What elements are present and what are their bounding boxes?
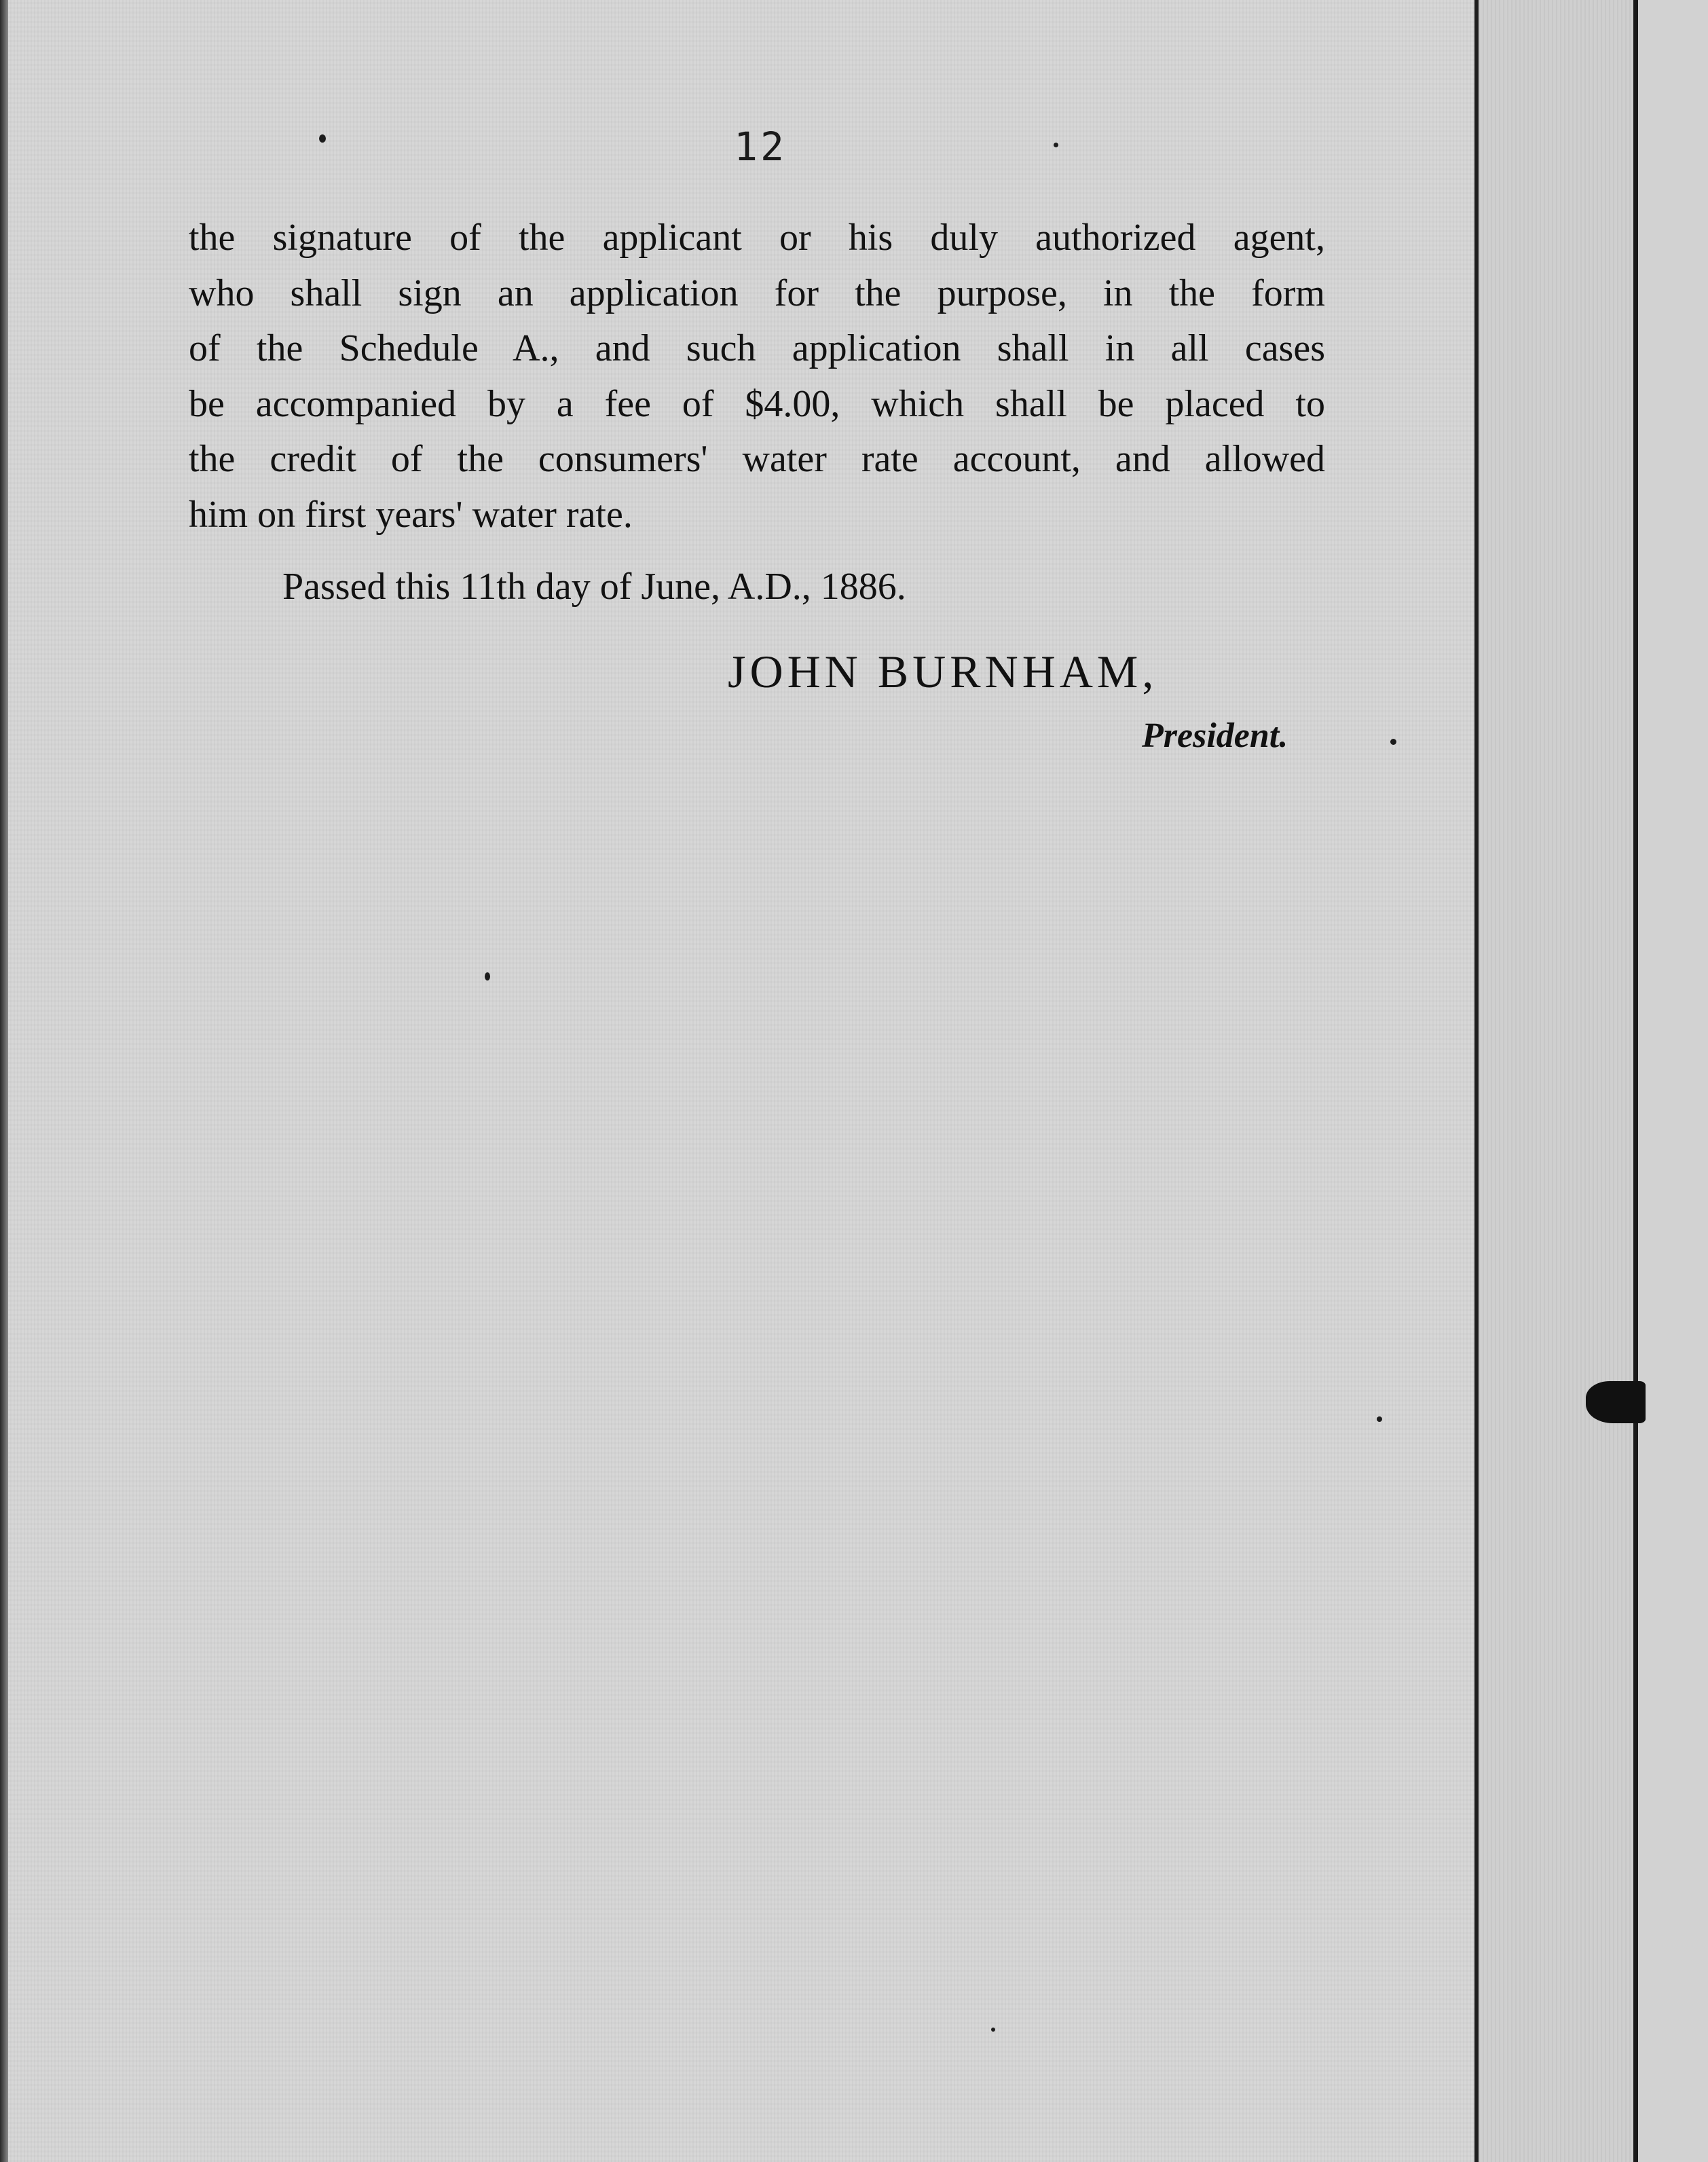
body-paragraph — [189, 210, 1325, 543]
passed-date-line: Passed this 11th day of June, A.D., 1886. — [282, 566, 906, 608]
body-line: the signature of the applicant or his duly authorized agent, — [189, 217, 1325, 259]
speck — [485, 972, 490, 981]
signatory-title: President. — [1142, 716, 1288, 755]
fold-line-right — [1633, 0, 1638, 2162]
binding-hole — [1586, 1381, 1646, 1423]
right-margin — [1638, 0, 1708, 2162]
body-line: the credit of the consumers' water rate account, and allowed — [189, 438, 1325, 480]
page-number: 12 — [734, 124, 787, 170]
speck — [1390, 739, 1396, 745]
binding-strip — [1479, 0, 1633, 2162]
signatory-name: JOHN BURNHAM, — [728, 646, 1158, 697]
speck — [1377, 1416, 1382, 1422]
speck — [991, 2028, 995, 2032]
fold-line-left — [1474, 0, 1479, 2162]
speck — [319, 134, 326, 143]
body-line: of the Schedule A., and such application shall in all cases — [189, 327, 1325, 369]
page-left-edge — [0, 0, 8, 2162]
body-line: him on first years' water rate. — [189, 493, 633, 536]
body-line: who shall sign an application for the purpose, in the form — [189, 272, 1325, 314]
body-line: be accompanied by a fee of $4.00, which shall be placed to — [189, 382, 1325, 425]
speck — [1054, 143, 1058, 147]
